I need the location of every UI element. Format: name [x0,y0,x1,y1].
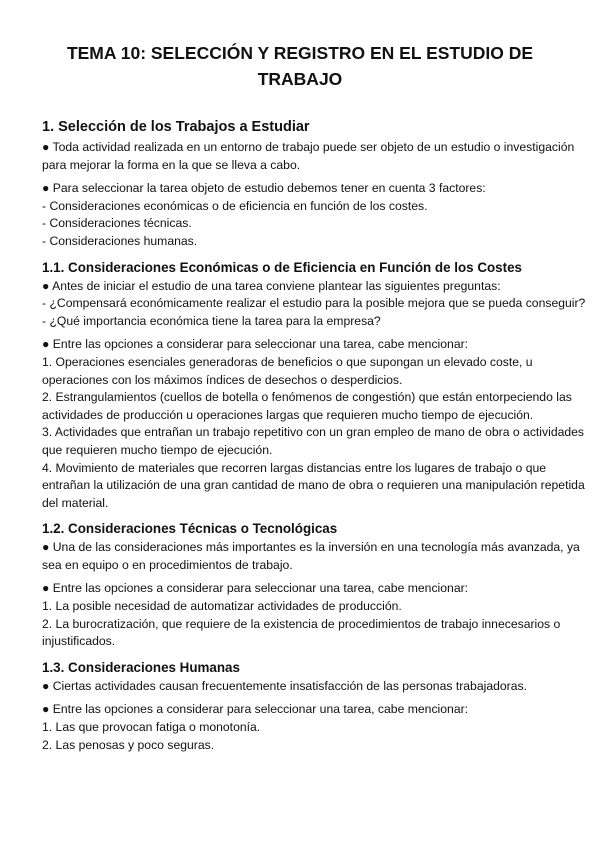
section-1-1-item-1: 1. Operaciones esenciales generadoras de beneficios o que supongan un elevado coste, u operaciones con los máximos índices de desechos o desperdicios. [42,354,533,387]
section-1-2-item-1: 1. La posible necesidad de automatizar actividades de producción. [42,599,402,614]
section-1-3-item-1: 1. Las que provocan fatiga o monotonía. [42,720,261,735]
section-1-2-heading: 1.2. Consideraciones Técnicas o Tecnológicas [42,521,338,537]
section-1-1 [42,259,586,513]
section-1-1-item-4: 4. Movimiento de materiales que recorren largas distancias entre los lugares de trabajo o que entrañan la utilización de una gran cantidad de mano de obra o requieren una manipulación repetida del material. [42,460,585,510]
section-1-1-paragraph-2: ● Entre las opciones a considerar para seleccionar una tarea, cabe mencionar: [42,337,469,352]
section-1-heading: 1. Selección de los Trabajos a Estudiar [42,119,310,135]
document-title: TEMA 10: SELECCIÓN Y REGISTRO EN EL ESTUDIO DE TRABAJO [66,43,534,89]
section-1-1-paragraph-1: ● Antes de iniciar el estudio de una tarea conviene plantear las siguientes preguntas: [42,278,501,293]
section-1-3-paragraph-2: ● Entre las opciones a considerar para seleccionar una tarea, cabe mencionar: [42,702,469,717]
section-1-3 [42,659,586,754]
section-1-1-heading: 1.1. Consideraciones Económicas o de Eficiencia en Función de los Costes [42,259,522,275]
section-1-paragraph-2: ● Para seleccionar la tarea objeto de estudio debemos tener en cuenta 3 factores: [42,181,486,196]
section-1-1-question-2: - ¿Qué importancia económica tiene la tarea para la empresa? [42,313,381,328]
section-1 [42,118,586,251]
section-1-1-item-3: 3. Actividades que entrañan un trabajo repetitivo con un gran empleo de mano de obra o actividades que requieren mucho tiempo de ejecución. [42,425,585,457]
section-1-1-question-1: - ¿Compensará económicamente realizar el estudio para la posible mejora que se pueda conseguir? [42,296,586,311]
section-1-3-heading: 1.3. Consideraciones Humanas [42,659,240,675]
section-1-2-paragraph-1: ● Una de las consideraciones más importantes es la inversión en una tecnología más avanzada, ya sea en equipo o en procedimientos de trabajo. [42,540,580,572]
section-1-3-paragraph-1: ● Ciertas actividades causan frecuentemente insatisfacción de las personas trabajadoras. [42,678,527,693]
section-1-1-item-2: 2. Estrangulamientos (cuellos de botella o fenómenos de congestión) que están entorpeciendo las actividades de producción u operaciones largas que requieren mucho tiempo de ejecución. [42,390,572,422]
section-1-2-paragraph-2: ● Entre las opciones a considerar para seleccionar una tarea, cabe mencionar: [42,581,469,596]
section-1-list-item-1: - Consideraciones económicas o de eficiencia en función de los costes. [42,198,428,213]
section-1-2-item-2: 2. La burocratización, que requiere de la existencia de procedimientos de trabajo innecesarios o injustificados. [42,616,561,649]
section-1-2 [42,520,586,651]
section-1-3-item-2: 2. Las penosas y poco seguras. [42,737,215,752]
section-1-list-item-2: - Consideraciones técnicas. [42,216,192,231]
section-1-list-item-3: - Consideraciones humanas. [42,233,198,248]
section-1-paragraph-1: ● Toda actividad realizada en un entorno de trabajo puede ser objeto de un estudio o investigación para mejorar la forma en la que se lleva a cabo. [42,140,575,172]
